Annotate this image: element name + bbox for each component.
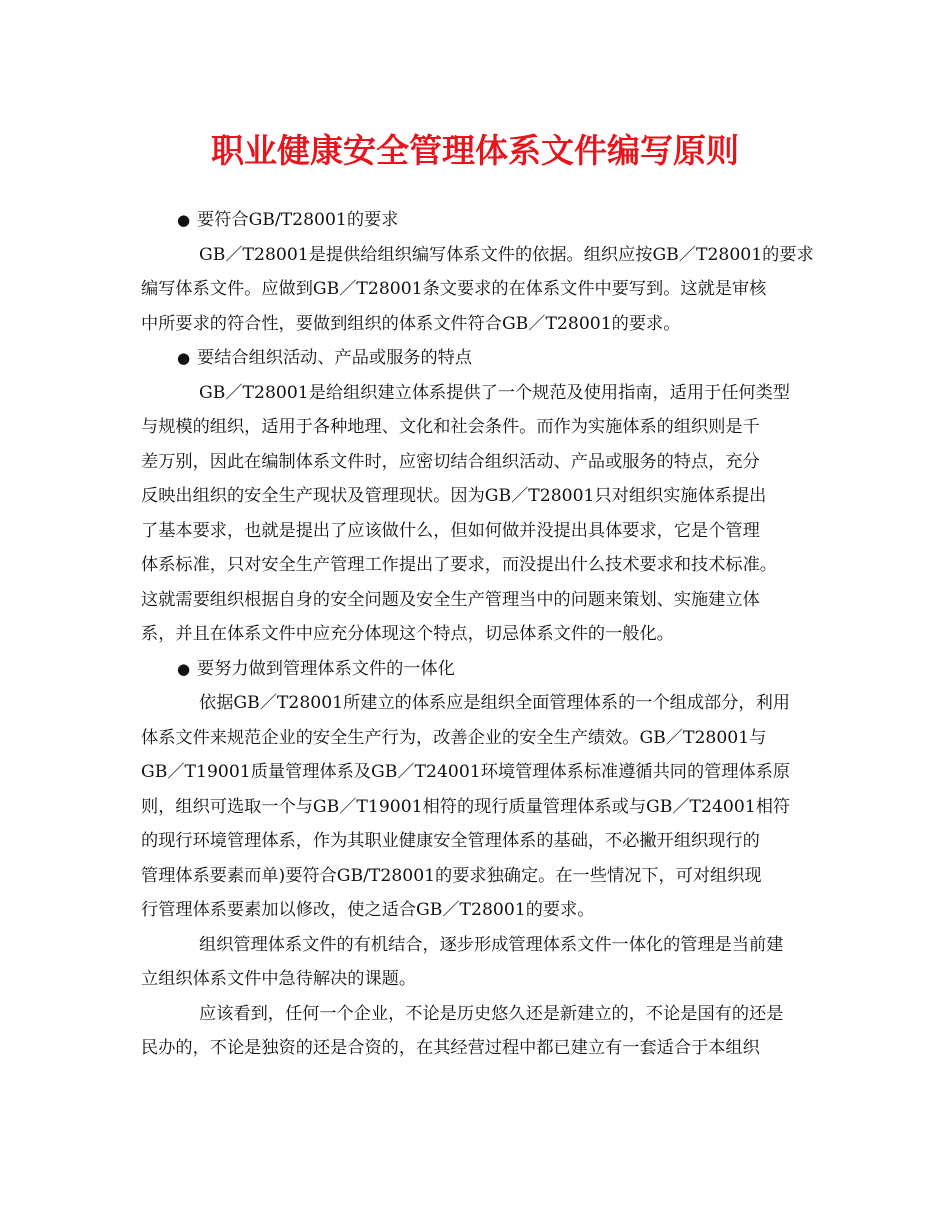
section-heading-text: 要符合GB/T28001的要求 — [197, 210, 399, 230]
paragraph-line: 立组织体系文件中急待解决的课题。 — [141, 969, 417, 989]
paragraph-line: 系，并且在体系文件中应充分体现这个特点，切忌体系文件的一般化。 — [141, 624, 674, 644]
bullet-icon: ● — [177, 211, 191, 229]
paragraph-line: 体系文件来规范企业的安全生产行为，改善企业的安全生产绩效。GB／T28001与 — [141, 727, 767, 748]
paragraph-first-line: 依据GB／T28001所建立的体系应是组织全面管理体系的一个组成部分，利用 — [199, 693, 790, 713]
paragraph-line: 管理体系要素而单)要符合GB/T28001的要求独确定。在一些情况下，可对组织现 — [141, 865, 762, 886]
paragraph-line: GB／T19001质量管理体系及GB／T24001环境管理体系标准遵循共同的管理体系原 — [141, 762, 791, 782]
section-heading-text: 要结合组织活动、产品或服务的特点 — [197, 348, 473, 368]
paragraph-line: 差万别，因此在编制体系文件时，应密切结合组织活动、产品或服务的特点，充分 — [141, 451, 760, 472]
section-heading — [141, 341, 821, 376]
paragraph-first-line: 组织管理体系文件的有机结合，逐步形成管理体系文件一体化的管理是当前建 — [199, 934, 784, 955]
paragraph-line: 的现行环境管理体系，作为其职业健康安全管理体系的基础，不必撇开组织现行的 — [141, 831, 760, 851]
paragraph-first-line: 应该看到，任何一个企业，不论是历史悠久还是新建立的，不论是国有的还是 — [199, 1003, 784, 1024]
paragraph-line: 民办的，不论是独资的还是合资的，在其经营过程中都已建立有一套适合于本组织 — [141, 1038, 760, 1058]
paragraph-line: 这就需要组织根据自身的安全问题及安全生产管理当中的问题来策划、实施建立体 — [141, 589, 760, 610]
bullet-icon: ● — [177, 659, 191, 678]
paragraph-line: 体系标准，只对安全生产管理工作提出了要求，而没提出什么技术要求和技术标准。 — [141, 555, 777, 575]
paragraph-line: 与规模的组织，适用于各种地理、文化和社会条件。而作为实施体系的组织则是千 — [141, 417, 760, 437]
section-heading — [141, 652, 821, 687]
section-heading-text: 要努力做到管理体系文件的一体化 — [197, 658, 455, 679]
paragraph-line: 了基本要求，也就是提出了应该做什么，但如何做并没提出具体要求，它是个管理 — [141, 520, 760, 541]
paragraph-first-line: GB／T28001是提供给组织编写体系文件的依据。组织应按GB／T28001的要求 — [199, 244, 814, 265]
paragraph-line: 反映出组织的安全生产现状及管理现状。因为GB／T28001只对组织实施体系提出 — [141, 486, 767, 506]
paragraph-line: 则，组织可选取一个与GB／T19001相符的现行质量管理体系或与GB／T24001相符 — [141, 796, 791, 817]
paragraph-line: 中所要求的符合性，要做到组织的体系文件符合GB／T28001的要求。 — [141, 313, 681, 334]
bullet-icon: ● — [177, 349, 191, 367]
document-title: 职业健康安全管理体系文件编写原则 — [211, 131, 739, 170]
section-heading — [141, 203, 821, 238]
paragraph-line: 行管理体系要素加以修改，使之适合GB／T28001的要求。 — [141, 900, 595, 920]
document-body — [141, 203, 821, 1066]
paragraph-first-line: GB／T28001是给组织建立体系提供了一个规范及使用指南，适用于任何类型 — [199, 382, 790, 403]
paragraph-line: 编写体系文件。应做到GB／T28001条文要求的在体系文件中要写到。这就是审核 — [141, 279, 767, 299]
